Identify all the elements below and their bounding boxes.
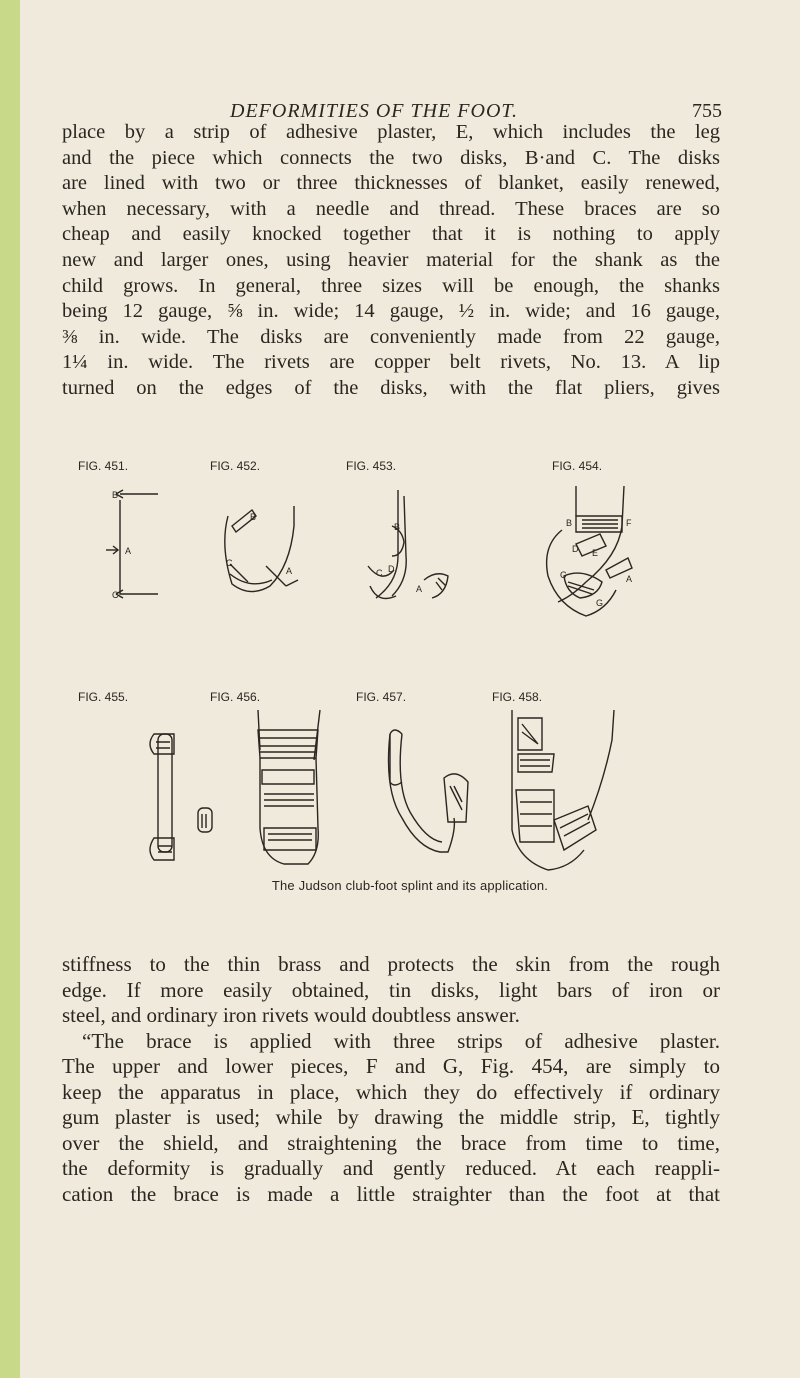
fig-456-illustration [242,710,352,875]
fig-451-illustration [68,486,158,606]
fig-453-illustration [342,486,482,616]
book-page [20,0,800,1378]
paragraph-top [62,120,720,402]
text-line: are lined with two or three thicknesses of blanket, easily renewed, [62,172,720,195]
figure-label: FIG. 454. [552,459,603,473]
text-line: new and larger ones, using heavier material for the shank as the [62,248,720,271]
figure-label: FIG. 453. [346,459,397,473]
fig-451-letter: C [112,590,119,600]
fig-454-illustration [502,486,642,626]
text-line: the deformity is gradually and gently reduced. At each reappli- [62,1156,720,1180]
fig-453-letter: A [416,584,423,594]
fig-453-letter: C [376,568,383,578]
text-line: keep the apparatus in place, which they do effectively if ordinary [62,1079,720,1104]
fig-458-illustration [498,710,638,875]
fig-455-illustration [140,720,220,870]
fig-452-illustration [190,486,330,616]
text-line: stiffness to the thin brass and protects the skin from the rough [62,952,720,976]
fig-457-illustration [382,720,502,870]
text-line: edge. If more easily obtained, tin disks, light bars of iron or [62,977,720,1002]
fig-454-letter: B [566,518,573,528]
text-line: over the shield, and straightening the brace from time to time, [62,1130,720,1155]
fig-452-letter: B [250,512,257,522]
text-line: gum plaster is used; while by drawing the middle strip, E, tightly [62,1105,720,1129]
fig-453-letter: B [394,522,401,532]
page-number: 755 [692,100,722,122]
paragraph-bottom [62,952,720,1207]
figure-label: FIG. 452. [210,459,261,473]
figure-labels-top [20,459,800,479]
figure-label: FIG. 455. [78,690,129,704]
scan-margin-band [0,0,20,1378]
text-line: place by a strip of adhesive plaster, E, which includes the leg [62,121,720,143]
text-line: being 12 gauge, ⅝ in. wide; 14 gauge, ½ in. wide; and 16 gauge, [62,300,720,323]
figure-label: FIG. 451. [78,459,129,473]
fig-452-letter: A [286,566,293,576]
fig-454-letter: A [626,574,633,584]
text-line: cation the brace is made a little straighter than the foot at that [62,1181,720,1206]
text-line: turned on the edges of the disks, with the flat pliers, gives [62,376,720,399]
figure-label: FIG. 457. [356,690,407,704]
figure-caption: The Judson club-foot splint and its application. [271,878,549,893]
text-line: cheap and easily knocked together that it is nothing to apply [62,223,720,246]
fig-454-letter: E [592,548,599,558]
running-head: DEFORMITIES OF THE FOOT. [230,100,519,122]
text-line: when necessary, with a needle and thread. These braces are so [62,197,720,220]
text-line: steel, and ordinary iron rivets would doubtless answer. [62,1003,520,1027]
text-line: child grows. In general, three sizes will be enough, the shanks [62,274,720,297]
text-line: “The brace is applied with three strips of adhesive plaster. [82,1028,720,1053]
fig-454-letter: C [560,570,567,580]
text-line: and the piece which connects the two disks, B·and C. The disks [62,146,720,169]
figure-label: FIG. 458. [492,690,543,704]
text-line: 1¼ in. wide. The rivets are copper belt rivets, No. 13. A lip [62,351,720,374]
fig-454-letter: F [626,518,632,528]
figure-label: FIG. 456. [210,690,261,704]
fig-454-letter: D [572,544,579,554]
fig-451-letter: A [125,546,132,556]
figure-labels-bottom [20,690,800,710]
fig-454-letter: G [596,598,604,608]
fig-452-letter: C [226,558,233,568]
text-line: ⅜ in. wide. The disks are conveniently made from 22 gauge, [62,325,720,348]
fig-451-letter: B [112,490,119,500]
text-line: The upper and lower pieces, F and G, Fig. 454, are simply to [62,1054,720,1078]
fig-453-letter: D [388,564,395,574]
